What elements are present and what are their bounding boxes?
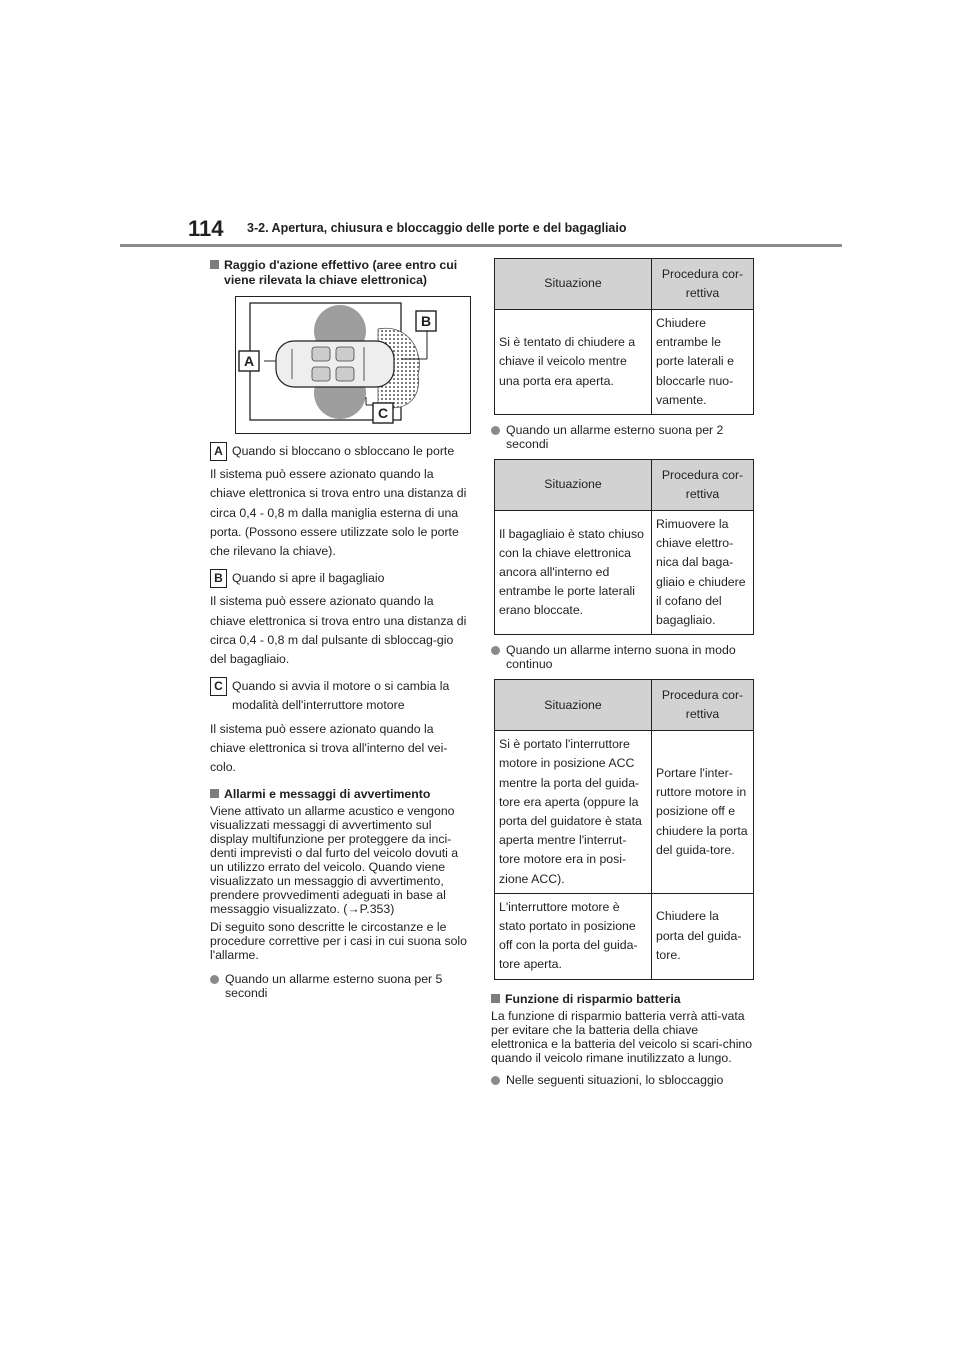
warnings-text-1 (210, 804, 470, 916)
right-column (491, 258, 753, 1087)
table3-header-procedure: Procedura cor-rettiva (652, 680, 754, 731)
warnings-text-1-body: Viene attivato un allarme acustico e vengono visualizzati messaggi di avvertimento sul display multifunzione per proteggere da inci-denti imprevisti o dal furto del veicolo dovuti a un utilizzo errato del veicolo. Quando viene visualizzato un messaggio di avvertimento, prendere provvedimenti adeguati in base al messaggio visualizzato. ( (210, 804, 459, 917)
table1-action: Chiudere entrambe le porte laterali e bloccarle nuo-vamente. (652, 310, 754, 415)
page-number: 114 (188, 216, 224, 241)
bullet-unlock-text: Nelle seguenti situazioni, lo sbloccaggio (506, 1072, 724, 1087)
table3-header-situation: Situazione (495, 680, 652, 731)
item-a-letter: A (210, 442, 227, 461)
page-reference-link[interactable]: P.353) (359, 902, 395, 917)
arrow-icon: → (347, 902, 360, 917)
header-rule (120, 244, 842, 247)
section-heading-range (210, 258, 470, 288)
circle-bullet-icon (491, 426, 500, 435)
item-b-label-row (210, 569, 470, 588)
figure-label-c: C (377, 405, 389, 421)
item-c-label-row (210, 677, 470, 715)
item-b-letter: B (210, 569, 227, 588)
section-heading-warnings (210, 787, 470, 802)
bullet-external-2s-text: Quando un allarme esterno suona per 2 secondi (506, 423, 724, 452)
item-a-text: Il sistema può essere azionato quando la chiave elettronica si trova entro una distanza di circa 0,4 - 0,8 m dalla maniglia esterna di una porta. (Possono essere utilizzate solo le porte che rilevano la chiave). (210, 467, 467, 559)
circle-bullet-icon (491, 1076, 500, 1085)
table-external-5s (494, 258, 754, 415)
bullet-external-5s-text: Quando un allarme esterno suona per 5 secondi (225, 972, 443, 1001)
table-row (495, 731, 754, 894)
item-b-label: Quando si apre il bagagliaio (232, 571, 385, 586)
bullet-unlock (491, 1073, 753, 1087)
table2-header-procedure: Procedura cor-rettiva (652, 460, 754, 511)
item-a-label-row (210, 442, 470, 461)
figure-label-b: B (420, 313, 432, 329)
table-row (495, 511, 754, 635)
table2-action: Rimuovere la chiave elettro-nica dal baga-gliaio e chiudere il cofano del bagagliaio. (652, 511, 754, 635)
warnings-text-2: Di seguito sono descritte le circostanze e le procedure correttive per i casi in cui suona solo l'allarme. (210, 920, 467, 963)
item-c-letter: C (210, 677, 227, 696)
item-a-label: Quando si bloccano o sbloccano le porte (232, 444, 455, 458)
table-internal-continuous (494, 679, 754, 979)
table1-header-procedure: Procedura cor-rettiva (652, 259, 754, 310)
chapter-title: 3-2. Apertura, chiusura e bloccaggio delle porte e del bagagliaio (247, 221, 627, 235)
circle-bullet-icon (210, 975, 219, 984)
section-heading-battery-text: Funzione di risparmio batteria (505, 991, 681, 1006)
table-row (495, 893, 754, 979)
table3-action-2: Chiudere la porta del guida-tore. (652, 893, 754, 979)
figure-label-a: A (243, 353, 255, 369)
square-bullet-icon (491, 994, 500, 1003)
item-b-text: Il sistema può essere azionato quando la chiave elettronica si trova entro una distanza di circa 0,4 - 0,8 m dal pulsante di sbloccag-gio del bagagliaio. (210, 594, 467, 667)
section-heading-range-text: Raggio d'azione effettivo (aree entro cui viene rilevata la chiave elettronica) (224, 258, 458, 287)
bullet-internal-continuous-text: Quando un allarme interno suona in modo continuo (506, 643, 736, 672)
table2-situation: Il bagagliaio è stato chiuso con la chiave elettronica ancora all'interno ed entrambe le porte laterali erano bloccate. (495, 511, 652, 635)
car-range-figure (235, 296, 471, 434)
bullet-internal-continuous (491, 643, 753, 671)
bullet-external-5s (210, 972, 470, 1000)
table2-header-situation: Situazione (495, 460, 652, 511)
bullet-external-2s (491, 423, 753, 451)
table-row (495, 310, 754, 415)
square-bullet-icon (210, 260, 219, 269)
left-column (210, 258, 470, 1000)
table1-situation: Si è tentato di chiudere a chiave il veicolo mentre una porta era aperta. (495, 310, 652, 415)
table-external-2s (494, 459, 754, 635)
battery-text: La funzione di risparmio batteria verrà atti-vata per evitare che la batteria della chiave elettronica e la batteria del veicolo si scari-chino quando il veicolo rimane inutilizzato a lungo. (491, 1008, 753, 1065)
item-c-text: Il sistema può essere azionato quando la chiave elettronica si trova all'interno del vei-colo. (210, 721, 448, 775)
item-c-label: Quando si avvia il motore o si cambia la modalità dell'interruttore motore (232, 679, 450, 713)
section-heading-warnings-text: Allarmi e messaggi di avvertimento (224, 787, 431, 802)
car-range-diagram (236, 297, 470, 433)
section-heading-battery (491, 992, 753, 1007)
car-body (276, 341, 394, 387)
square-bullet-icon (210, 789, 219, 798)
table3-situation-1: Si è portato l'interruttore motore in posizione ACC mentre la porta del guida-tore era aperta (oppure la porta del guidatore è stata aperta mentre l'interrut-tore motore era in posi-zione ACC). (495, 731, 652, 894)
circle-bullet-icon (491, 646, 500, 655)
table3-situation-2: L'interruttore motore è stato portato in posizione off con la porta del guida-tore aperta. (495, 893, 652, 979)
table1-header-situation: Situazione (495, 259, 652, 310)
table3-action-1: Portare l'inter-ruttore motore in posizione off e chiudere la porta del guida-tore. (652, 731, 754, 894)
